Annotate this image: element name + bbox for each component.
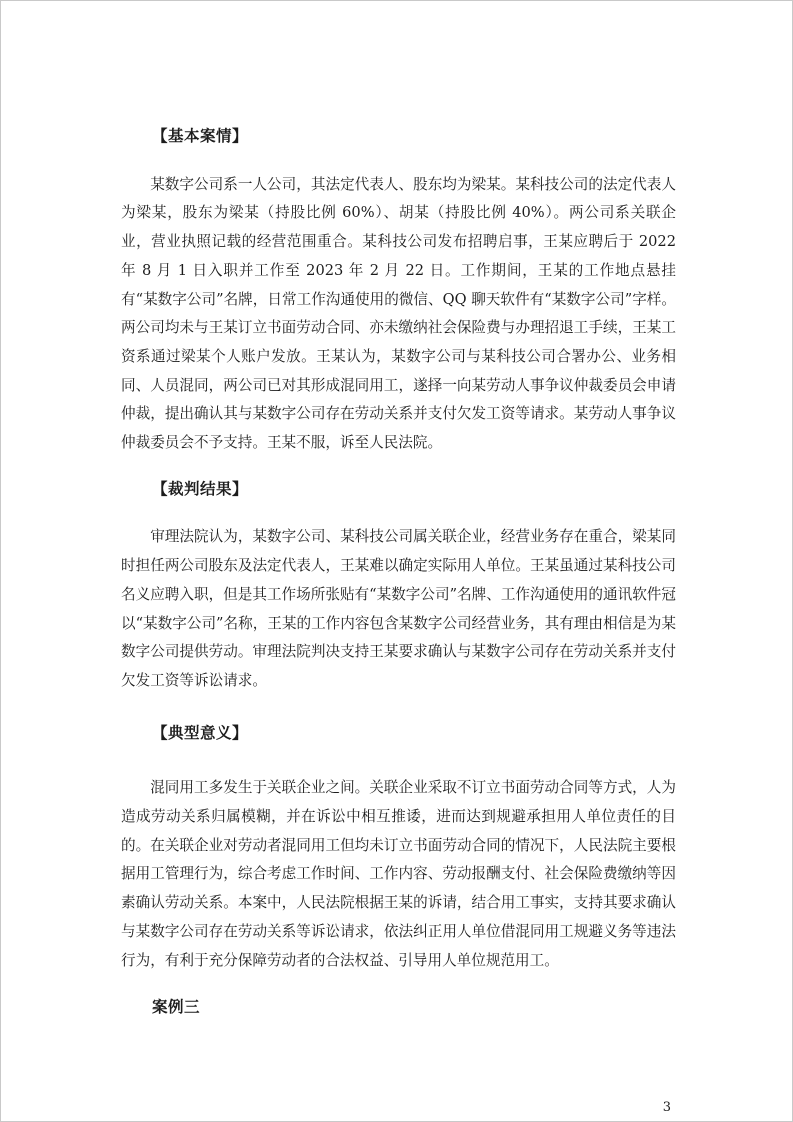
section-heading-basic-facts: 【基本案情】 <box>152 126 249 145</box>
section-heading-typical-significance: 【典型意义】 <box>152 722 249 742</box>
next-case-heading: 案例三 <box>152 997 201 1017</box>
section-judgment-result <box>121 475 676 696</box>
section-paragraph-basic-facts: 某数字公司系一人公司，其法定代表人、股东均为梁某。某科技公司的法定代表人为梁某，股东为梁某（持股比例 60%）、胡某（持股比例 40%）。两公司系关联企业，营业执照记载的经营范围重合。某科技公司发布招聘启事，王某应聘后于 2022 年 8 月 1 日入职并工作至 2023 年 2 月 22 日。工作期间，王某的工作地点悬挂有“某数字公司”名牌，日常工作沟通使用的微信、QQ 聊天软件有“某数字公司”字样。两公司均未与王某订立书面劳动合同、亦未缴纳社会保险费与办理招退工手续，王某工资系通过梁某个人账户发放。王某认为，某数字公司与某科技公司合署办公、业务相同、人员混同，两公司已对其形成混同用工，遂择一向某劳动人事争议仲裁委员会申请仲裁，提出确认其与某数字公司存在劳动关系并支付欠发工资等请求。某劳动人事争议仲裁委员会不予支持。王某不服，诉至人民法院。 <box>121 175 676 452</box>
section-paragraph-typical-significance: 混同用工多发生于关联企业之间。关联企业采取不订立书面劳动合同等方式，人为造成劳动关系归属模糊，并在诉讼中相互推诿，进而达到规避承担用人单位责任的目的。在关联企业对劳动者混同用工但均未订立书面劳动合同的情况下，人民法院主要根据用工管理行为，综合考虑工作时间、工作内容、劳动报酬支付、社会保险费缴纳等因素确认劳动关系。本案中，人民法院根据王某的诉请，结合用工事实，支持其要求确认与某数字公司存在劳动关系等诉讼请求，依法纠正用人单位借混同用工规避义务等违法行为，有利于充分保障劳动者的合法权益、引导用人单位规范用工。 <box>121 779 676 969</box>
page-number: 3 <box>662 1100 671 1115</box>
section-paragraph-judgment-result: 审理法院认为，某数字公司、某科技公司属关联企业，经营业务存在重合，梁某同时担任两公司股东及法定代表人，王某难以确定实际用人单位。王某虽通过某科技公司名义应聘入职，但是其工作场所张贴有“某数字公司”名牌、工作沟通使用的通讯软件冠以“某数字公司”名称，王某的工作内容包含某数字公司经营业务，其有理由相信是为某数字公司提供劳动。审理法院判决支持王某要求确认与某数字公司存在劳动关系并支付欠发工资等诉讼请求。 <box>121 528 676 689</box>
section-heading-judgment-result: 【裁判结果】 <box>152 478 249 498</box>
section-typical-significance <box>121 719 676 976</box>
section-basic-facts <box>121 122 676 458</box>
